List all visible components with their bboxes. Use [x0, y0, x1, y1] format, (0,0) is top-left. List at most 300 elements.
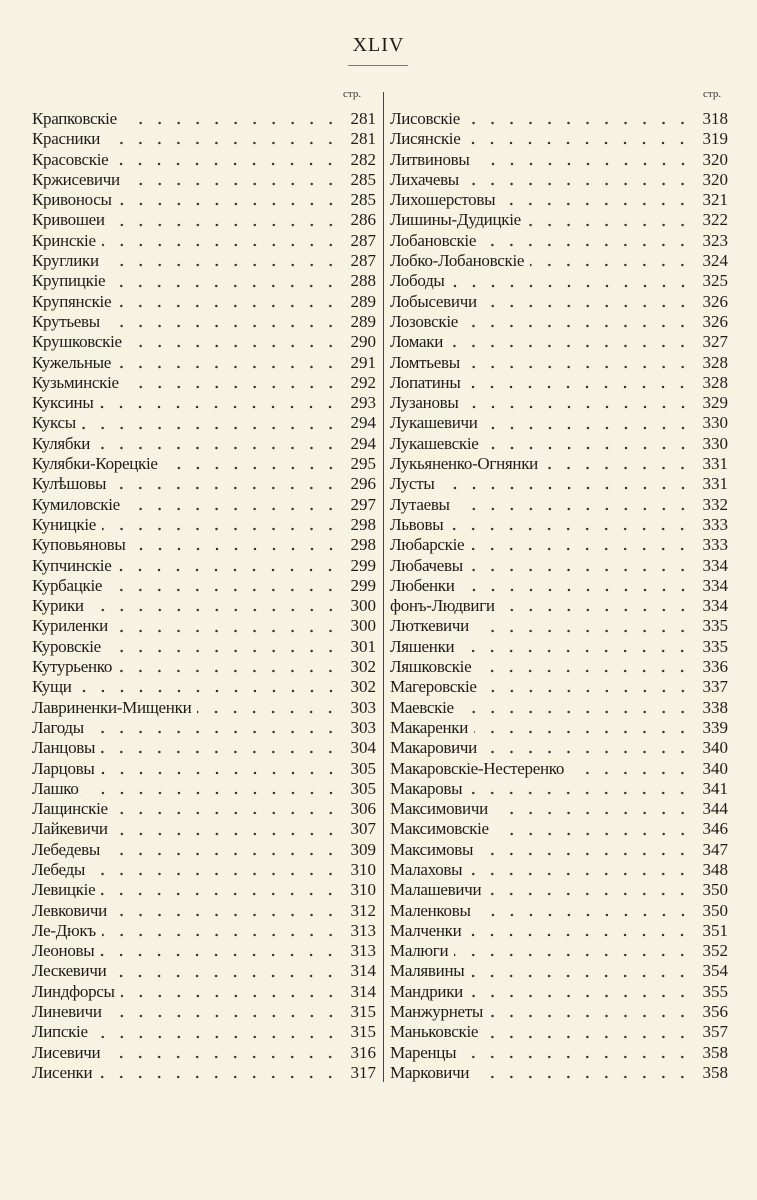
index-entry — [32, 759, 376, 779]
leader-dots — [197, 710, 340, 714]
family-name: Маньковскіе — [390, 1022, 479, 1042]
page-reference: 320 — [702, 149, 728, 169]
page-reference: 326 — [702, 291, 728, 311]
page-reference: 328 — [702, 352, 728, 372]
family-name: Макаровичи — [390, 738, 477, 758]
leader-dots — [102, 933, 340, 937]
family-name: Кужельные — [32, 352, 112, 372]
page-reference: 333 — [702, 514, 728, 534]
page-column-label-right: стр. — [703, 88, 722, 100]
index-entry — [390, 941, 728, 961]
leader-dots — [482, 243, 692, 247]
index-entry — [390, 576, 728, 596]
page-reference: 341 — [702, 778, 728, 798]
page-reference: 303 — [350, 717, 376, 737]
family-name: Крапковскіе — [32, 109, 117, 128]
leader-dots — [78, 689, 340, 693]
family-name: Маленковы — [390, 900, 471, 920]
family-name: фонъ-Людвиги — [390, 596, 495, 616]
index-entry — [390, 799, 728, 819]
index-entry — [390, 332, 728, 352]
index-entry — [32, 393, 376, 413]
index-entry — [32, 819, 376, 839]
family-name: Кривошеи — [32, 210, 105, 230]
leader-dots — [114, 832, 340, 836]
page-reference: 325 — [702, 271, 728, 291]
index-entry — [32, 840, 376, 860]
leader-dots — [470, 974, 692, 978]
page-reference: 322 — [702, 210, 728, 230]
leader-dots — [495, 832, 692, 836]
index-entry — [32, 657, 376, 677]
family-name: Малашевичи — [390, 880, 482, 900]
page-reference: 300 — [350, 616, 376, 636]
family-name: Макаренки — [390, 717, 469, 737]
index-entry — [390, 393, 728, 413]
page-reference: 315 — [350, 1002, 376, 1022]
family-name: Лукашевичи — [390, 413, 478, 433]
leader-dots — [113, 913, 340, 917]
leader-dots — [111, 284, 340, 288]
page-reference: 318 — [702, 109, 728, 128]
family-name: Ле-Дюкъ — [32, 920, 96, 940]
leader-dots — [456, 507, 692, 511]
family-name: Кривоносы — [32, 190, 112, 210]
family-name: Ланцовы — [32, 738, 96, 758]
leader-dots — [454, 953, 692, 957]
leader-dots — [479, 852, 692, 856]
family-name: Маренцы — [390, 1042, 457, 1062]
index-entry — [32, 738, 376, 758]
page-reference: 330 — [702, 433, 728, 453]
page-reference: 294 — [350, 433, 376, 453]
family-name: Ларцовы — [32, 758, 95, 778]
index-entry — [32, 880, 376, 900]
family-name: Лисевичи — [32, 1042, 101, 1062]
page-reference: 352 — [702, 941, 728, 961]
leader-dots — [123, 121, 340, 125]
page-reference: 328 — [702, 372, 728, 392]
family-name: Любенки — [390, 575, 455, 595]
leader-dots — [106, 324, 340, 328]
leader-dots — [477, 913, 692, 917]
family-name: Максимовы — [390, 839, 474, 859]
leader-dots — [112, 974, 340, 978]
page-reference: 309 — [350, 839, 376, 859]
family-name: Курбацкіе — [32, 575, 103, 595]
family-name: Лайкевичи — [32, 819, 108, 839]
page-reference: 305 — [350, 758, 376, 778]
family-name: Лузановы — [390, 393, 459, 413]
index-entry — [32, 109, 376, 129]
leader-dots — [106, 852, 340, 856]
page-reference: 294 — [350, 413, 376, 433]
leader-dots — [475, 629, 692, 633]
family-name: Курики — [32, 596, 84, 616]
family-name: Кущи — [32, 677, 72, 697]
page-reference: 312 — [350, 900, 376, 920]
page-reference: 298 — [350, 535, 376, 555]
index-entry — [390, 921, 728, 941]
leader-dots — [82, 426, 340, 430]
index-entry — [32, 799, 376, 819]
index-entry — [32, 251, 376, 271]
family-name: Лопатины — [390, 372, 461, 392]
leader-dots — [484, 1035, 692, 1039]
index-entry — [390, 880, 728, 900]
family-name: Куницкіе — [32, 514, 96, 534]
page-reference: 296 — [350, 474, 376, 494]
family-name: Ляшковскіе — [390, 657, 472, 677]
index-entry — [32, 616, 376, 636]
index-entry — [32, 231, 376, 251]
index-entry — [390, 961, 728, 981]
page-reference: 297 — [350, 494, 376, 514]
index-entry — [390, 434, 728, 454]
leader-dots — [468, 872, 692, 876]
leader-dots — [106, 141, 340, 145]
page-number: XLIV — [352, 34, 405, 56]
family-name: Лозовскіе — [390, 311, 459, 331]
family-name: Куповьяновы — [32, 535, 126, 555]
leader-dots — [441, 486, 692, 490]
index-entry — [390, 312, 728, 332]
leader-dots — [469, 568, 692, 572]
page-reference: 298 — [350, 514, 376, 534]
column-divider — [383, 92, 384, 1082]
index-entry — [390, 819, 728, 839]
index-entry — [390, 129, 728, 149]
page-reference: 344 — [702, 799, 728, 819]
page-reference: 356 — [702, 1002, 728, 1022]
leader-dots — [465, 405, 692, 409]
index-entry — [390, 1022, 728, 1042]
index-entry — [390, 840, 728, 860]
page-reference: 299 — [350, 555, 376, 575]
page-reference: 320 — [702, 169, 728, 189]
family-name: Кулябки — [32, 433, 91, 453]
page-reference: 292 — [350, 372, 376, 392]
page-reference: 350 — [702, 880, 728, 900]
leader-dots — [118, 202, 340, 206]
index-entry — [390, 1002, 728, 1022]
family-name: Кржисевичи — [32, 169, 120, 189]
index-entry — [32, 1022, 376, 1042]
index-entry — [32, 271, 376, 291]
leader-dots — [107, 649, 340, 653]
index-entry — [390, 190, 728, 210]
leader-dots — [476, 162, 692, 166]
family-name: Марковичи — [390, 1062, 470, 1082]
index-entry — [32, 921, 376, 941]
page-reference: 291 — [350, 352, 376, 372]
page-reference: 307 — [350, 819, 376, 839]
index-entry — [390, 535, 728, 555]
leader-dots — [117, 568, 340, 572]
index-entry — [32, 677, 376, 697]
page-reference: 350 — [702, 900, 728, 920]
page-reference: 313 — [350, 941, 376, 961]
family-name: Линдфорсы — [32, 981, 115, 1001]
family-name: Лобысевичи — [390, 291, 477, 311]
index-entry — [32, 556, 376, 576]
page-reference: 295 — [350, 454, 376, 474]
family-name: Максимовичи — [390, 799, 488, 819]
index-entry — [32, 150, 376, 170]
page-reference: 330 — [702, 413, 728, 433]
page-reference: 335 — [702, 616, 728, 636]
index-entry — [390, 759, 728, 779]
leader-dots — [126, 507, 340, 511]
family-name: Купчинскіе — [32, 555, 112, 575]
index-entry — [390, 637, 728, 657]
page-reference: 288 — [350, 271, 376, 291]
leader-dots — [128, 344, 340, 348]
index-entry — [32, 312, 376, 332]
family-name: Кутурьенко — [32, 657, 113, 677]
index-column-left — [32, 109, 376, 1083]
index-entry — [390, 596, 728, 616]
leader-dots — [111, 223, 340, 227]
leader-dots — [462, 1055, 692, 1059]
leader-dots — [489, 1014, 692, 1018]
page-reference: 346 — [702, 819, 728, 839]
page-reference: 354 — [702, 961, 728, 981]
leader-dots — [469, 994, 692, 998]
page-reference: 314 — [350, 981, 376, 1001]
leader-dots — [465, 182, 692, 186]
page-reference: 329 — [702, 393, 728, 413]
page-reference: 327 — [702, 332, 728, 352]
family-name: Крутьевы — [32, 311, 100, 331]
leader-dots — [467, 933, 692, 937]
index-entry — [32, 434, 376, 454]
index-entry — [390, 616, 728, 636]
page-reference: 281 — [350, 109, 376, 128]
index-entry — [32, 718, 376, 738]
index-entry — [390, 271, 728, 291]
page-reference: 317 — [350, 1062, 376, 1082]
page-reference: 316 — [350, 1042, 376, 1062]
index-entry — [32, 779, 376, 799]
family-name: Лихошерстовы — [390, 190, 496, 210]
family-name: Лобко-Лобановскіе — [390, 251, 525, 271]
family-name: Ломтьевы — [390, 352, 460, 372]
family-name: Лагоды — [32, 717, 84, 737]
index-entry — [390, 738, 728, 758]
page-reference: 313 — [350, 920, 376, 940]
family-name: Любачевы — [390, 555, 463, 575]
leader-dots — [101, 771, 340, 775]
leader-dots — [126, 182, 340, 186]
page-reference: 337 — [702, 677, 728, 697]
leader-dots — [570, 771, 692, 775]
page-reference: 310 — [350, 859, 376, 879]
leader-dots — [94, 1035, 340, 1039]
family-name: Макаровскіе-Нестеренко — [390, 758, 565, 778]
index-entry — [390, 779, 728, 799]
leader-dots — [114, 811, 340, 815]
index-entry — [32, 698, 376, 718]
page-reference: 287 — [350, 230, 376, 250]
page-reference: 358 — [702, 1042, 728, 1062]
page-reference: 305 — [350, 778, 376, 798]
family-name: Малюги — [390, 941, 449, 961]
leader-dots — [527, 223, 692, 227]
index-entry — [32, 292, 376, 312]
family-name: Крушковскіе — [32, 332, 122, 352]
leader-dots — [474, 730, 692, 734]
page-reference: 286 — [350, 210, 376, 230]
index-entry — [32, 474, 376, 494]
family-name: Куксины — [32, 393, 94, 413]
leader-dots — [90, 730, 340, 734]
page-reference: 289 — [350, 291, 376, 311]
index-entry — [32, 901, 376, 921]
page-reference: 289 — [350, 311, 376, 331]
leader-dots — [484, 426, 692, 430]
leader-dots — [483, 689, 692, 693]
family-name: Лебедевы — [32, 839, 100, 859]
family-name: Кузьминскіе — [32, 372, 119, 392]
family-name: Куриленки — [32, 616, 108, 636]
index-entry — [390, 373, 728, 393]
family-name: Круглики — [32, 251, 99, 271]
leader-dots — [460, 649, 692, 653]
leader-dots — [466, 141, 692, 145]
family-name: Малявины — [390, 961, 465, 981]
index-entry — [390, 677, 728, 697]
leader-dots — [483, 304, 692, 308]
page-reference: 299 — [350, 575, 376, 595]
index-entry — [32, 353, 376, 373]
family-name: Лободы — [390, 271, 445, 291]
leader-dots — [117, 365, 340, 369]
page-reference: 290 — [350, 332, 376, 352]
family-name: Красники — [32, 129, 101, 149]
family-name: Леоновы — [32, 941, 95, 961]
index-entry — [32, 1002, 376, 1022]
family-name: Малченки — [390, 920, 462, 940]
page-reference: 319 — [702, 129, 728, 149]
index-entry — [32, 941, 376, 961]
index-entry — [32, 495, 376, 515]
family-name: Малаховы — [390, 859, 463, 879]
leader-dots — [501, 202, 692, 206]
family-name: Лашко — [32, 778, 79, 798]
family-name: Кулябки-Корецкіе — [32, 454, 158, 474]
leader-dots — [164, 466, 340, 470]
page-reference: 348 — [702, 859, 728, 879]
page-reference: 285 — [350, 169, 376, 189]
index-entry — [32, 190, 376, 210]
index-entry — [390, 413, 728, 433]
family-name: Левковичи — [32, 900, 107, 920]
family-name: Лихачевы — [390, 169, 459, 189]
leader-dots — [485, 446, 693, 450]
page-reference: 339 — [702, 717, 728, 737]
leader-dots — [466, 385, 692, 389]
family-name: Лисенки — [32, 1062, 93, 1082]
index-entry — [390, 1043, 728, 1063]
index-entry — [390, 698, 728, 718]
family-name: Манжурнеты — [390, 1002, 483, 1022]
page-reference: 302 — [350, 677, 376, 697]
page-reference: 306 — [350, 799, 376, 819]
page-reference: 304 — [350, 738, 376, 758]
index-entry — [32, 982, 376, 1002]
family-name: Лебеды — [32, 859, 85, 879]
index-entry — [390, 495, 728, 515]
page-reference: 293 — [350, 393, 376, 413]
family-name: Левицкіе — [32, 880, 96, 900]
family-name: Литвиновы — [390, 149, 470, 169]
index-entry — [390, 657, 728, 677]
index-entry — [390, 109, 728, 129]
page-reference: 333 — [702, 535, 728, 555]
index-entry — [390, 150, 728, 170]
family-name: Маевскіе — [390, 697, 454, 717]
family-name: Макаровы — [390, 778, 463, 798]
page-reference: 315 — [350, 1022, 376, 1042]
leader-dots — [470, 547, 692, 551]
family-name: Лисовскіе — [390, 109, 460, 128]
page-reference: 303 — [350, 697, 376, 717]
index-entry — [390, 1063, 728, 1083]
family-name: Мандрики — [390, 981, 463, 1001]
index-entry — [390, 170, 728, 190]
page-reference: 321 — [702, 190, 728, 210]
index-entry — [32, 129, 376, 149]
family-name: Львовы — [390, 514, 444, 534]
index-entry — [32, 515, 376, 535]
page-reference: 334 — [702, 575, 728, 595]
page-reference: 340 — [702, 738, 728, 758]
index-entry — [32, 332, 376, 352]
leader-dots — [477, 669, 692, 673]
index-entry — [390, 860, 728, 880]
family-name: Максимовскіе — [390, 819, 489, 839]
leader-dots — [468, 791, 692, 795]
leader-dots — [108, 1014, 340, 1018]
index-entry — [32, 576, 376, 596]
page-reference: 335 — [702, 636, 728, 656]
leader-dots — [108, 588, 340, 592]
page-reference: 332 — [702, 494, 728, 514]
leader-dots — [449, 344, 692, 348]
leader-dots — [112, 486, 340, 490]
leader-dots — [460, 710, 692, 714]
leader-dots — [487, 892, 692, 896]
leader-dots — [466, 365, 692, 369]
leader-dots — [449, 527, 692, 531]
leader-dots — [102, 527, 340, 531]
page-reference: 326 — [702, 311, 728, 331]
index-entry — [32, 1063, 376, 1083]
page-reference: 351 — [702, 920, 728, 940]
index-entry — [390, 718, 728, 738]
family-name: Линевичи — [32, 1002, 102, 1022]
family-name: Лескевичи — [32, 961, 107, 981]
leader-dots — [98, 1075, 340, 1079]
family-name: Магеровскіе — [390, 677, 477, 697]
leader-dots — [132, 547, 340, 551]
page-column-label-left: стр. — [343, 88, 362, 100]
page-reference: 334 — [702, 596, 728, 616]
page-reference: 301 — [350, 636, 376, 656]
index-entry — [32, 373, 376, 393]
index-entry — [32, 860, 376, 880]
